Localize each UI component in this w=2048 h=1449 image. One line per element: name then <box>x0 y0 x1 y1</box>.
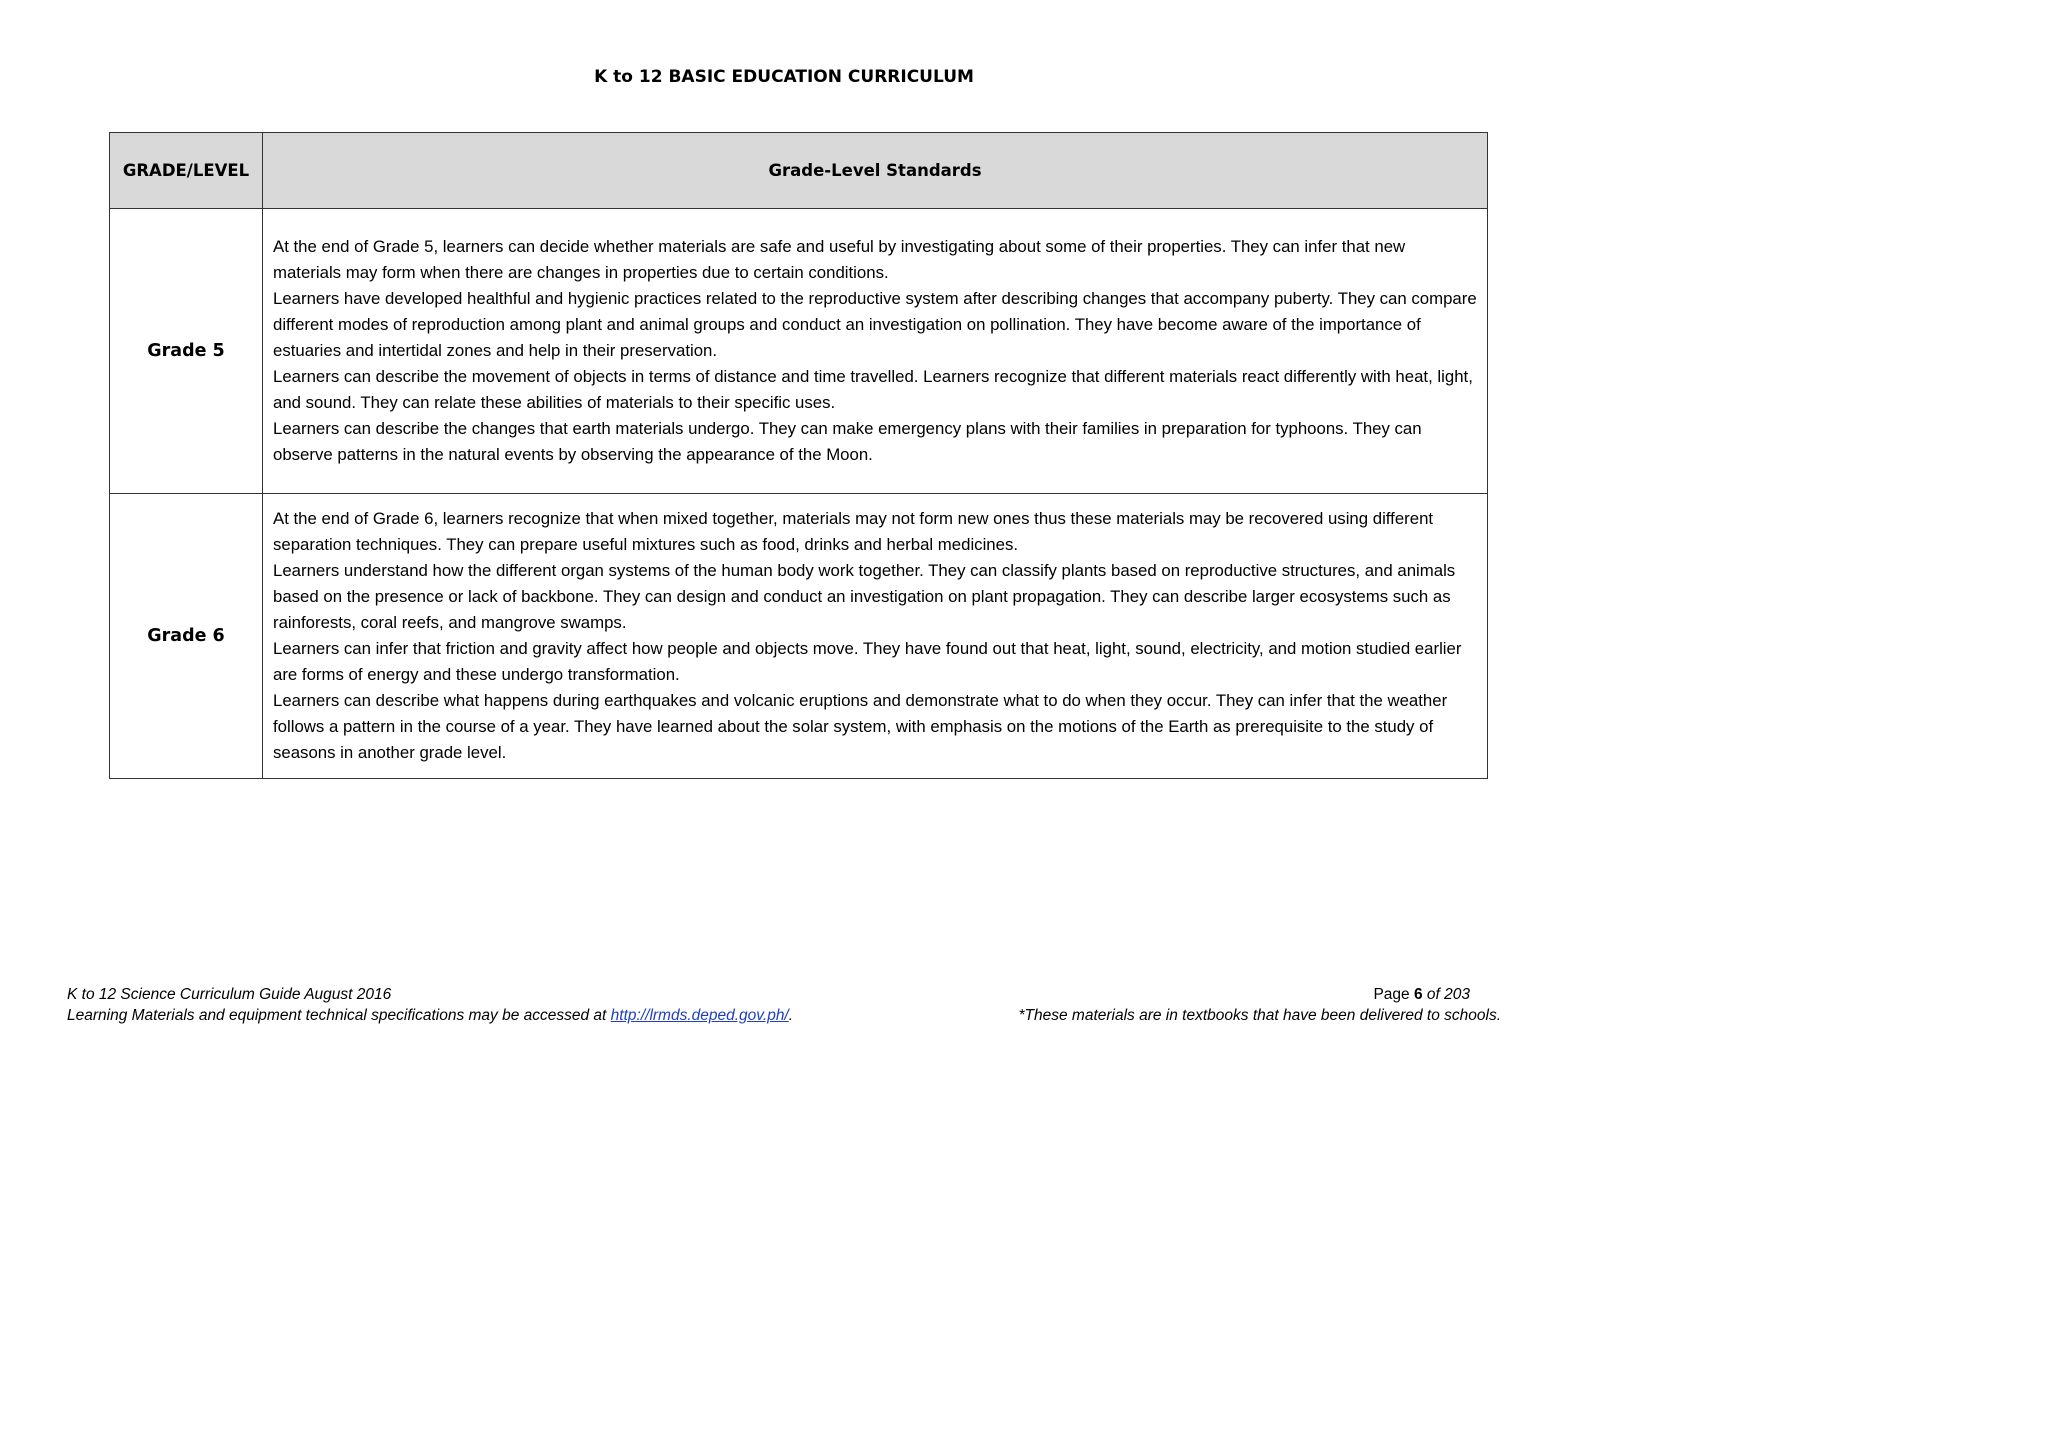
page-label: Page <box>1373 986 1414 1003</box>
footer-note: *These materials are in textbooks that have been delivered to schools. <box>1018 1007 1501 1024</box>
footer-right <box>1019 984 1502 1026</box>
standards-paragraph: At the end of Grade 5, learners can decide whether materials are safe and useful by investigating about some of their properties. They can infer that new materials may form when there are changes in properties due to certain conditions. <box>273 237 1406 282</box>
standards-paragraph: Learners understand how the different organ systems of the human body work together. They can classify plants based on reproductive structures, and animals based on the presence or lack of backbone. They can design and conduct an investigation on plant propagation. They can describe larger ecosystems such as rainforests, coral reefs, and mangrove swamps. <box>273 561 1456 632</box>
standards-paragraph: Learners have developed healthful and hygienic practices related to the reproductive system after describing changes that accompany puberty. They can compare different modes of reproduction among plant and animal groups and conduct an investigation on pollination. They have become aware of the importance of estuaries and intertidal zones and help in their preservation. <box>273 289 1477 360</box>
footer-guide-title: K to 12 Science Curriculum Guide August 2016 <box>67 986 392 1003</box>
page-number-line <box>1019 984 1502 1005</box>
standards-paragraph: Learners can describe what happens during earthquakes and volcanic eruptions and demonstrate what to do when they occur. They can infer that the weather follows a pattern in the course of a year. They have learned about the solar system, with emphasis on the motions of the Earth as prerequisite to the study of seasons in another grade level. <box>273 691 1448 762</box>
standards-paragraph: At the end of Grade 6, learners recognize that when mixed together, materials may not form new ones thus these materials may be recovered using different separation techniques. They can prepare useful mixtures such as food, drinks and herbal medicines. <box>273 509 1434 554</box>
standards-text <box>263 494 1488 779</box>
standards-text <box>263 209 1488 494</box>
grade-label: Grade 6 <box>110 494 263 779</box>
table-row <box>110 494 1488 779</box>
column-header-standards: Grade-Level Standards <box>263 133 1488 209</box>
standards-paragraph: Learners can infer that friction and gravity affect how people and objects move. They have found out that heat, light, sound, electricity, and motion studied earlier are forms of energy and these undergo transformation. <box>273 639 1462 684</box>
page-number: 6 <box>1413 986 1423 1003</box>
standards-table <box>109 132 1488 779</box>
column-header-grade-level: GRADE/LEVEL <box>110 133 263 209</box>
grade-label: Grade 5 <box>110 209 263 494</box>
standards-paragraph: Learners can describe the changes that earth materials undergo. They can make emergency plans with their families in preparation for typhoons. They can observe patterns in the natural events by observing the appearance of the Moon. <box>273 419 1422 464</box>
document-title: K to 12 BASIC EDUCATION CURRICULUM <box>594 67 974 87</box>
table-row <box>110 209 1488 494</box>
lrmds-link[interactable]: http://lrmds.deped.gov.ph/ <box>610 1007 789 1024</box>
footer-left <box>67 984 793 1026</box>
footer-access-text: Learning Materials and equipment technical specifications may be accessed at <box>67 1007 611 1024</box>
standards-paragraph: Learners can describe the movement of objects in terms of distance and time travelled. Learners recognize that different materials react differently with heat, light, and sound. They can relate these abilities of materials to their specific uses. <box>273 367 1473 412</box>
page-total: of 203 <box>1422 986 1470 1003</box>
footer-access-end: . <box>788 1007 794 1024</box>
footer-access-line <box>67 1005 793 1026</box>
table-header-row <box>110 133 1488 209</box>
